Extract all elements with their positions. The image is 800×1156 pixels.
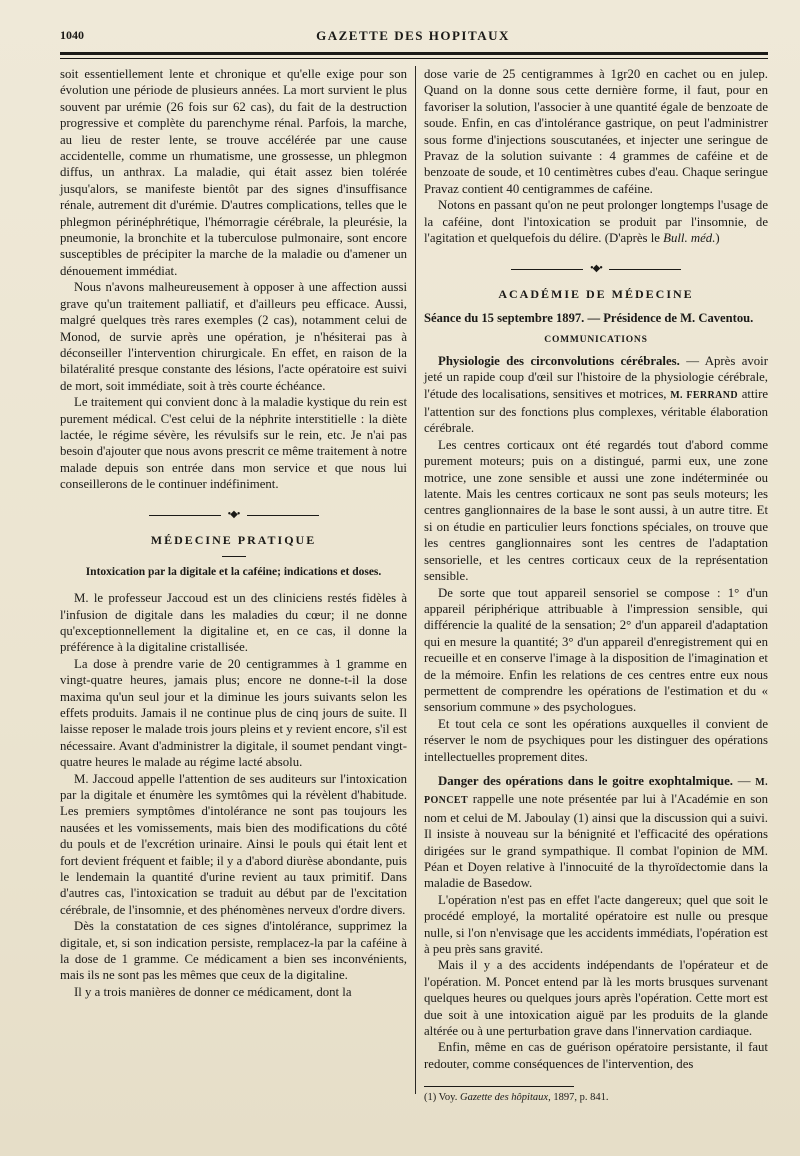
- paragraph: Les centres corticaux ont été regardés tout d'abord comme purement moteurs; puis on a distingué, parmi eux, une zone motrice, une zone sensible et aussi une zone indéterminée ou latente. Mais les centres corticaux ne sont pas seuls moteurs; les centres ganglionnaires de la base le sont aussi, à un autre titre. Et si on étudie en particulier leurs fonctions spéciales, on trouve que les centres ganglionnaires sont les centres de l'adaptation sensorielle, et les centres corticaux ceux de la représentation sensible.: [424, 437, 768, 584]
- section-separator: [60, 507, 407, 524]
- paragraph: Enfin, même en cas de guérison opératoire persistante, il faut redouter, comme conséquences de l'intervention, des: [424, 1040, 768, 1071]
- paragraph: Le traitement qui convient donc à la maladie kystique du rein est purement médical. C'est celui de la néphrite interstitielle : la diète lactée, le régime sévère, les révulsifs sur le rein, etc. Je n'ai pas besoin d'ajouter que nous avons prescrit ce même traitement à notre malade depuis son entrée dans mon service et que nous lui conseillerons de le continuer indéfiniment.: [60, 395, 407, 492]
- source-citation: Bull. méd.: [663, 231, 716, 246]
- paragraph: Physiologie des circonvolutions cérébrales. — Après avoir jeté un rapide coup d'œil sur l'histoire de la physiologie cérébrale, l'étude des localisations, sensitives et motrices, M. FERRAND attire l'attention sur des fonctions plus complexes, véritable élaboration cérébrale.: [424, 353, 769, 436]
- section-title: ACADÉMIE DE MÉDECINE: [498, 286, 694, 301]
- journal-title: GAZETTE DES HOPITAUX: [316, 28, 510, 43]
- section-separator: [424, 260, 768, 277]
- header-rule-thin: [60, 58, 768, 59]
- paragraph: M. Jaccoud appelle l'attention de ses auditeurs sur l'intoxication par la digitale et énumère les symtômes qui la révèlent d'habitude. Les premiers symptômes d'intolérance ne sont pas toujours les nausées et les vomissements, mais bien des modifications du côté du pouls et de l'excrétion urinaire. Ainsi le pouls qui était lent et fort devient fréquent et faible; il y a d'abord diurèse abondante, puis le lendemain la quantité d'urine revient au taux primitif. Dans d'autres cas, l'intoxication se traduit au début par de l'excitation cérébrale, de l'insomnie, et des phénomènes nerveux d'ordre divers.: [60, 771, 407, 917]
- author-name: M. PONCET: [424, 776, 769, 807]
- paragraph: Nous n'avons malheureusement à opposer à une affection aussi grave qu'un traitement palliatif, et d'ailleurs peu efficace. Aussi, malgré quelques très rares exemples (2 cas), notamment celui de Monod, de survie après une opération, je n'hésiterai pas à déconseiller l'intervention chirurgicale. En effet, en raison de la bilatéralité presque constante des lésions, l'acte opératoire est suivi de mort, soit immédiate, soit à très courte échéance.: [60, 280, 407, 393]
- right-column: [424, 66, 768, 1105]
- paragraph: Dès la constatation de ces signes d'intolérance, supprimez la digitale, et, si son indication persiste, remplacez-la par la caféine à la dose de 1 gramme. Ce médicament a bien ses inconvénients, mais ils ne sont pas les mêmes que ceux de la digitaline.: [60, 919, 407, 983]
- ornament: •◆•: [590, 263, 602, 275]
- footnote-rule: [424, 1086, 574, 1087]
- paragraph: La dose à prendre varie de 20 centigrammes à 1 gramme en vingt-quatre heures, jamais plus; encore ne donne-t-il la dose maxima qu'un seul jour et la diminue les jours suivants selon les effets produits. Jamais il ne continue plus de cinq jours de suite. Il laisse reposer le malade trois jours pleins et y revient encore, s'il est nécessaire. Avant d'administrer la digitale, il soumet pendant vingt-quatre heures le malade au régime lacté absolu.: [60, 656, 407, 770]
- paragraph: Danger des opérations dans le goitre exophtalmique. — M. PONCET rappelle une note présentée par lui à l'Académie en son nom et celui de M. Jaboulay (1) ainsi que la discussion qui a suivi. Il insiste à nouveau sur la bénignité et l'efficacité des opérations dirigées sur le grand sympathique. Il combat l'opinion de MM. Péan et Doyen relative à l'innocuité de la thyroïdectomie dans la maladie de Basedow.: [424, 773, 769, 891]
- author-name: M. FERRAND: [670, 389, 739, 401]
- header-rule-thick: [60, 52, 768, 55]
- paragraph: De sorte que tout appareil sensoriel se compose : 1° d'un appareil périphérique attribuable à l'impression sensible, qui différencie la qualité de la sensation; 2° d'un appareil d'adaptation qui en mesure la quantité; 3° d'un appareil d'enregistrement qui en recueille et en conserve l'image à la disposition de l'imagination et de la mémoire. Enfin les relations de ces centres entre eux nous permettent de comprendre les opérations de l'estimation et du « sensorium commune » des psychologues.: [424, 585, 768, 715]
- article-heading: Danger des opérations dans le goitre exophtalmique.: [438, 773, 733, 788]
- page-header: [60, 28, 766, 46]
- footnote: (1) Voy. Gazette des hôpitaux, 1897, p. 841.: [424, 1092, 609, 1104]
- left-column: [60, 66, 407, 1000]
- session-heading: Séance du 15 septembre 1897. — Présidence de M. Caventou.: [424, 311, 754, 326]
- paragraph: dose varie de 25 centigrammes à 1gr20 en cachet ou en julep. Quand on la donne sous cette dernière forme, il faut, pour en favoriser la solution, l'associer à une quantité égale de benzoate de soude. Enfin, en cas d'intolérance gastrique, on peut l'administrer sous forme d'injections souscutanées, et injecter une seringue de Pravaz de la solution suivante : 4 grammes de caféine et de benzoate de soude, et 10 centimètres cubes d'eau. Chaque seringue Pravaz contient 40 centigrammes de caféine.: [424, 67, 768, 196]
- article-heading: Physiologie des circonvolutions cérébrales.: [438, 353, 680, 368]
- paragraph: Il y a trois manières de donner ce médicament, dont la: [74, 984, 352, 999]
- paragraph: Mais il y a des accidents indépendants de l'opérateur et de l'opération. M. Poncet entend par là les morts brusques survenant quelques heures ou quelques jours après l'opération. Cette mort est due soit à une intoxication aiguë par les produits de la glande altérée ou à une perturbation grave dans l'innervation cardiaque.: [424, 958, 768, 1039]
- paragraph: Et tout cela ce sont les opérations auxquelles il convient de réserver le nom de psychiques pour les distinguer des opérations intellectuelles proprement dites.: [424, 716, 768, 764]
- paragraph: M. le professeur Jaccoud est un des cliniciens restés fidèles à l'infusion de digitale dans les maladies du cœur; il ne donne qu'exceptionnellement la digitaline et, en ce cas, il donne la préférence à la digitaline cristallisée.: [60, 591, 407, 655]
- communications-heading: COMMUNICATIONS: [544, 335, 648, 346]
- section-title: MÉDECINE PRATIQUE: [150, 532, 317, 547]
- page-number: 1040: [60, 28, 84, 42]
- footnote-source: Gazette des hôpitaux: [459, 1092, 549, 1104]
- ornament: •◆•: [227, 509, 240, 521]
- paragraph: L'opération n'est pas en effet l'acte dangereux; quel que soit le procédé employé, la mortalité opératoire est nulle ou presque nulle, si l'on n'envisage que les accidents immédiats, l'opération est à peu près sans gravité.: [424, 892, 768, 957]
- article-title: Intoxication par la digitale et la caféine; indications et doses.: [85, 566, 382, 579]
- column-divider: [415, 66, 416, 1094]
- paragraph: soit essentiellement lente et chronique et qu'elle exige pour son évolution une période de plusieurs années. La mort survient le plus souvent par urémie (26 fois sur 62 cas), du fait de la destruction progressive et complète du parenchyme rénal. Parfois, la marche, au lieu de rester lente, se trouve accélérée par une cause accidentelle, comme un rhumatisme, une grossesse, un phlegmon diffus, un anthrax. La maladie, qui était assez bien tolérée jusqu'alors, se manifeste bientôt par des signes d'insuffisance rénale, autrement dit d'urémie. D'autres complications, telles que le phlegmon périnéphrétique, l'hémorragie cérébrale, la pleurésie, la pneumonie, la bronchite et la tuberculose pulmonaire, sont encore susceptibles de précipiter la marche de la maladie ou d'amener un dénouement immédiat.: [60, 67, 407, 278]
- paragraph: Notons en passant qu'on ne peut prolonger longtemps l'usage de la caféine, dont l'intoxication se produit par l'insomnie, de l'agitation et quelquefois du délire. (D'après le Bull. méd.): [424, 198, 768, 246]
- short-rule: [222, 556, 246, 557]
